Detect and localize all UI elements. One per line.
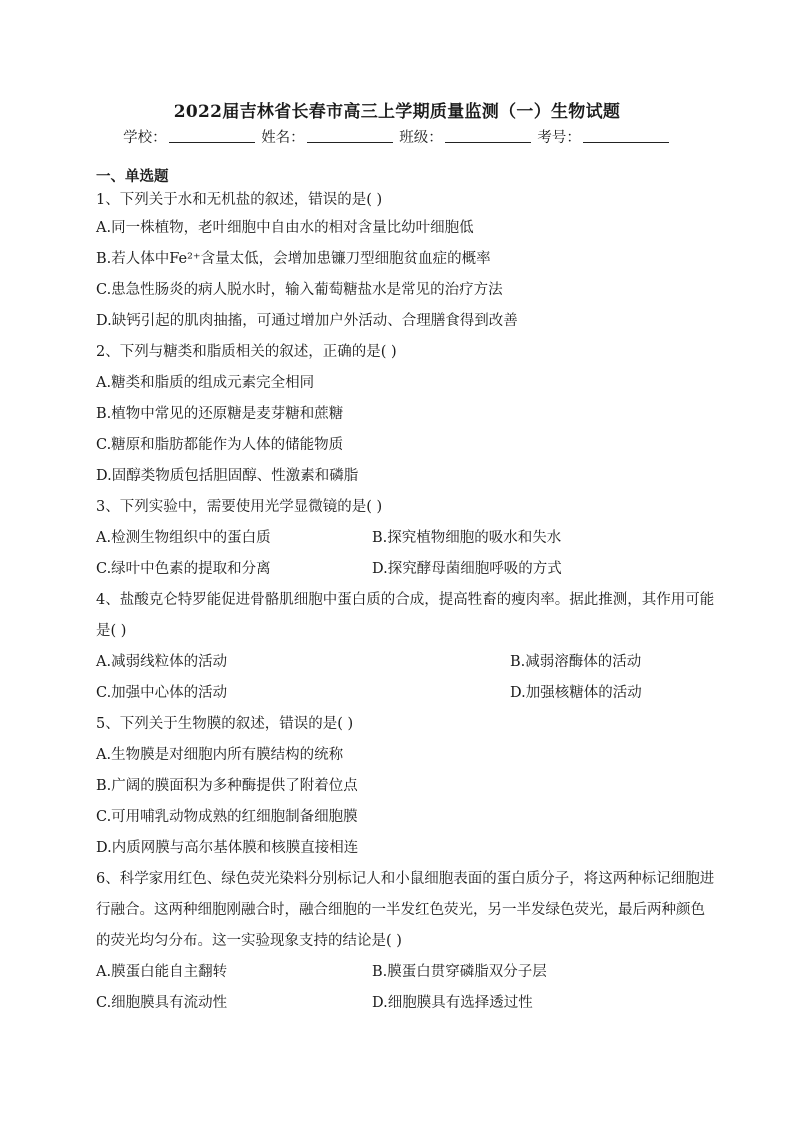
q4-option-a[interactable]: A.减弱线粒体的活动 [96,654,228,670]
q3-option-a[interactable]: A.检测生物组织中的蛋白质 [96,530,271,546]
q3-option-c[interactable]: C.绿叶中色素的提取和分离 [96,561,271,577]
q3-stem: 3、下列实验中，需要使用光学显微镜的是( ) [96,499,383,515]
q4-options-row-2 [96,678,716,709]
exam-title: 2022届吉林省长春市高三上学期质量监测（一）生物试题 [173,102,621,122]
q2-option-a[interactable]: A.糖类和脂质的组成元素完全相同 [96,375,315,391]
q6-stem: 6、科学家用红色、绿色荧光染料分别标记人和小鼠细胞表面的蛋白质分子，将这两种标记细胞进行融合。这两种细胞刚融合时，融合细胞的一半发红色荧光，另一半发绿色荧光，最后两种颜色的荧光均匀分布。这一实验现象支持的结论是( ) [96,871,715,949]
class-blank[interactable] [445,129,531,143]
q4-option-c[interactable]: C.加强中心体的活动 [96,685,228,701]
q2-option-b[interactable]: B.植物中常见的还原糖是麦芽糖和蔗糖 [96,406,344,422]
q3-option-d[interactable]: D.探究酵母菌细胞呼吸的方式 [372,561,562,577]
q4-option-d[interactable]: D.加强核糖体的活动 [510,685,642,701]
q5-option-a[interactable]: A.生物膜是对细胞内所有膜结构的统称 [96,747,344,763]
q6-option-a[interactable]: A.膜蛋白能自主翻转 [96,964,228,980]
q4-options-row-1 [96,647,716,678]
q3-options-row-1 [96,523,716,554]
student-info-line [0,126,794,147]
q6-option-c[interactable]: C.细胞膜具有流动性 [96,995,228,1011]
school-blank[interactable] [169,129,255,143]
q5-option-b[interactable]: B.广阔的膜面积为多种酶提供了附着位点 [96,778,358,794]
q6-option-b[interactable]: B.膜蛋白贯穿磷脂双分子层 [372,964,547,980]
q5-option-d[interactable]: D.内质网膜与高尔基体膜和核膜直接相连 [96,840,359,856]
q1-option-d[interactable]: D.缺钙引起的肌肉抽搐，可通过增加户外活动、合理膳食得到改善 [96,313,518,329]
q5-stem: 5、下列关于生物膜的叙述，错误的是( ) [96,716,354,732]
q6-options-row-1 [96,957,716,988]
q5-option-c[interactable]: C.可用哺乳动物成熟的红细胞制备细胞膜 [96,809,358,825]
q1-stem: 1、下列关于水和无机盐的叙述，错误的是( ) [96,192,383,208]
q2-option-c[interactable]: C.糖原和脂肪都能作为人体的储能物质 [96,437,344,453]
q1-option-c[interactable]: C.患急性肠炎的病人脱水时，输入葡萄糖盐水是常见的治疗方法 [96,282,503,298]
class-label: 班级： [399,130,443,146]
school-label: 学校： [123,130,167,146]
section-heading: 一、单选题 [96,168,169,185]
q3-options-row-2 [96,554,716,585]
q2-stem: 2、下列与糖类和脂质相关的叙述，正确的是( ) [96,344,397,360]
q4-option-b[interactable]: B.减弱溶酶体的活动 [510,654,642,670]
name-blank[interactable] [307,129,393,143]
q1-option-a[interactable]: A.同一株植物，老叶细胞中自由水的相对含量比幼叶细胞低 [96,220,474,236]
q1-option-b[interactable]: B.若人体中Fe²⁺含量太低，会增加患镰刀型细胞贫血症的概率 [96,251,491,267]
question-list [96,167,716,1019]
name-label: 姓名： [261,130,305,146]
exam-number-label: 考号： [537,130,581,146]
q6-option-d[interactable]: D.细胞膜具有选择透过性 [372,995,533,1011]
exam-number-blank[interactable] [583,129,669,143]
q3-option-b[interactable]: B.探究植物细胞的吸水和失水 [372,530,562,546]
q4-stem: 4、盐酸克仑特罗能促进骨骼肌细胞中蛋白质的合成，提高牲畜的瘦肉率。据此推测，其作用可能是( ) [96,592,715,639]
q6-options-row-2 [96,988,716,1019]
q2-option-d[interactable]: D.固醇类物质包括胆固醇、性激素和磷脂 [96,468,359,484]
